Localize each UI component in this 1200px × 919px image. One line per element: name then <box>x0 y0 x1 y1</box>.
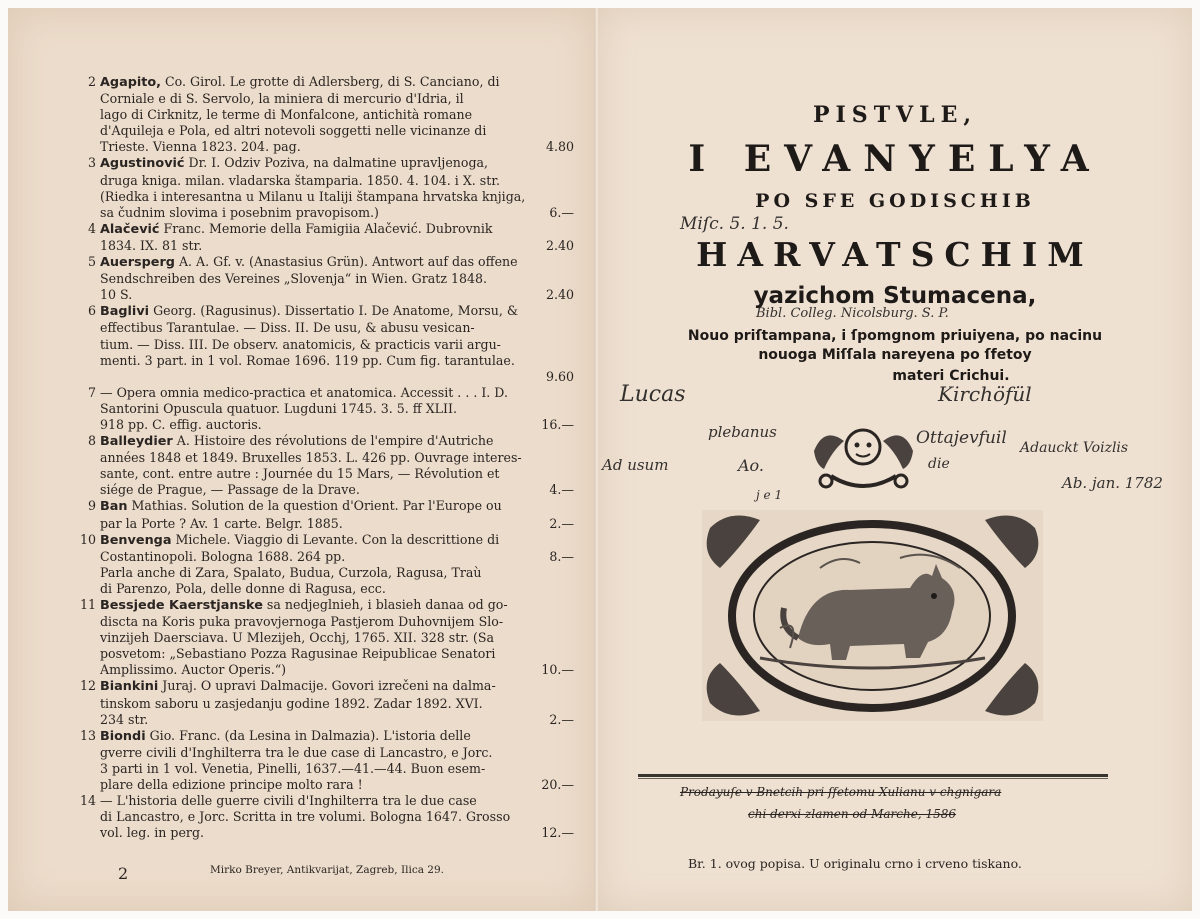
entry-line <box>100 678 576 695</box>
handwritten-surname: Kirchöfül <box>938 382 1032 406</box>
entry-author: Biondi <box>100 728 146 744</box>
title-line-6: Nouo priſtampana, i ſpomgnom priuiyena, po nacinu <box>687 328 1103 344</box>
entry-price: 4.80 <box>545 139 574 155</box>
entry-line <box>100 549 576 565</box>
entry-price: 16.— <box>541 416 574 432</box>
entry-line <box>100 696 576 712</box>
entry-author: Agapito, <box>100 75 162 90</box>
catalog-entry <box>79 727 576 793</box>
entry-text: vol. leg. in perg. <box>100 825 205 841</box>
entry-line <box>100 516 576 532</box>
entry-number: 10 <box>79 531 96 547</box>
catalog-entry <box>87 384 576 433</box>
entry-text: d'Aquileja e Pola, ed altri notevoli soggetti nelle vicinanze di <box>100 123 487 139</box>
entry-line <box>100 532 576 549</box>
entry-price: 2.— <box>549 711 574 727</box>
entry-number: 4 <box>87 220 96 236</box>
entry-text: Georg. (Ragusinus). Dissertatio I. De Anatome, Morsu, & <box>153 303 519 319</box>
entry-line <box>100 728 576 745</box>
imprint-line-1: Prodayuſe v Bnetcih pri ſfetomu Xulianu v chgnigara <box>680 785 1002 799</box>
handwritten-die: die <box>928 456 950 472</box>
title-line-3: PO SFE GODISCHIB <box>755 190 1035 212</box>
entry-line <box>100 777 576 793</box>
catalog-entry <box>87 74 576 155</box>
entry-text: Franc. Memorie della Famigiia Alačević. Dubrovnik <box>163 220 493 236</box>
title-line-4: HARVATSCHIM <box>696 235 1094 274</box>
entry-number: 13 <box>79 727 96 743</box>
entry-text: sante, cont. entre autre : Journée du 15 Mars, — Révolution et <box>100 466 500 482</box>
entry-number: 3 <box>87 155 96 171</box>
entry-text: druga kniga. milan. vladarska štamparia. 1850. 4. 104. i X. str. <box>100 172 500 188</box>
imprint-rule-thin <box>638 778 1108 779</box>
entry-author: Bessjede Kaerstjanske <box>100 598 263 613</box>
entry-text: Trieste. Vienna 1823. 204. pag. <box>100 139 301 155</box>
entry-number: 6 <box>87 303 96 319</box>
handwritten-ad-usum: Ad usum <box>602 456 669 474</box>
entry-line <box>100 74 576 91</box>
entry-price: 2.40 <box>545 287 574 303</box>
handwritten-date: Ab. jan. 1782 <box>1062 474 1163 492</box>
entry-number: 12 <box>79 678 96 694</box>
catalog-entry <box>87 303 576 384</box>
entry-text: Juraj. O upravi Dalmacije. Govori izrečeni na dalma- <box>162 678 496 694</box>
entry-text: 10 S. <box>100 287 133 303</box>
title-line-5: yazichom Stumacena, <box>753 283 1037 309</box>
entry-line <box>100 450 576 466</box>
entry-text: discta na Koris puka pravovjernoga Pastjerom Duhovnijem Slo- <box>100 614 504 630</box>
entry-line <box>100 809 576 825</box>
entry-text: par la Porte ? Av. 1 carte. Belgr. 1885. <box>100 515 343 531</box>
entry-text: sa čudnim slovima i posebnim pravopisom.) <box>100 204 379 220</box>
entry-text: Michele. Viaggio di Levante. Con la descrittione di <box>175 531 500 547</box>
entry-text: tinskom saboru u zasjedanju godine 1892. Zadar 1892. XVI. <box>100 695 483 711</box>
entry-line <box>100 189 576 205</box>
handwritten-place: Ottajevfuil <box>916 428 1007 448</box>
entry-text: 234 str. <box>100 711 149 727</box>
entry-text: sa nedjeglnieh, i blasieh danaa od go- <box>266 597 508 612</box>
entry-line <box>100 581 576 597</box>
catalog-entries <box>79 74 576 841</box>
entry-line <box>100 303 576 320</box>
entry-text: Sendschreiben des Vereines „Slovenja“ in Wien. Gratz 1848. <box>100 271 488 287</box>
entry-line <box>100 385 576 401</box>
catalog-entry <box>87 220 576 254</box>
entry-price: 8.— <box>549 548 574 564</box>
entry-line <box>100 498 576 515</box>
title-page <box>598 8 1192 911</box>
entry-text: Corniale e di S. Servolo, la miniera di mercurio d'Idria, il <box>100 91 464 107</box>
illustration-caption: Br. 1. ovog popisa. U originalu crno i crveno tiskano. <box>688 856 1022 871</box>
entry-text: Santorini Opuscula quatuor. Lugduni 1745. 3. 5. ff XLII. <box>100 400 457 416</box>
entry-text: 1834. IX. 81 str. <box>100 237 203 253</box>
handwritten-note: Adauckt Voizlis <box>1020 440 1129 456</box>
entry-author: Alačević <box>100 221 160 237</box>
entry-number: 9 <box>87 498 96 514</box>
entry-line <box>100 646 576 662</box>
entry-number: 7 <box>87 384 96 400</box>
entry-line <box>100 630 576 646</box>
entry-text: — Opera omnia medico-practica et anatomica. Accessit . . . I. D. <box>100 384 508 400</box>
entry-price: 20.— <box>541 777 574 793</box>
handwritten-plebanus: plebanus <box>708 423 777 441</box>
entry-text: Costantinopoli. Bologna 1688. 264 pp. <box>100 548 346 564</box>
entry-text: siége de Prague, — Passage de la Drave. <box>100 482 360 498</box>
publisher-footer: Mirko Breyer, Antikvarijat, Zagreb, Ilica 29. <box>210 864 444 876</box>
entry-text: (Riedka i interesantna u Milanu u Italiji štampana hrvatska knjiga, <box>100 188 526 204</box>
entry-text: 3 parti in 1 vol. Venetia, Pinelli, 1637.—41.—44. Buon esem- <box>100 760 486 776</box>
entry-author: Auersperg <box>100 255 175 271</box>
entry-line <box>100 712 576 728</box>
catalog-entry <box>79 531 576 597</box>
title-line-7: nouoga Miſſala nareyena po ſfetoy <box>758 347 1032 363</box>
entry-price: 10.— <box>541 662 574 678</box>
entry-text: effectibus Tarantulae. — Diss. II. De usu, & abusu vesican- <box>100 320 475 336</box>
entry-price: 4.— <box>549 482 574 498</box>
entry-line <box>100 238 576 254</box>
entry-line <box>100 793 576 809</box>
entry-price: 12.— <box>541 825 574 841</box>
entry-author: Agustinović <box>100 156 185 172</box>
entry-text: Parla anche di Zara, Spalato, Budua, Curzola, Ragusa, Traù <box>100 564 482 580</box>
entry-author: Baglivi <box>100 304 150 320</box>
entry-number: 11 <box>79 597 96 612</box>
catalog-entry <box>79 678 576 727</box>
entry-text: di Parenzo, Pola, delle donne di Ragusa, ecc. <box>100 580 386 596</box>
entry-number: 2 <box>87 74 96 89</box>
entry-line <box>100 287 576 303</box>
title-line-8: materi Crichui. <box>892 368 1010 384</box>
title-line-2: I EVANYELYA <box>688 138 1102 180</box>
entry-text: Dr. I. Odziv Poziva, na dalmatine upravljenoga, <box>188 155 489 171</box>
entry-text: di Lancastro, e Jorc. Scritta in tre volumi. Bologna 1647. Grosso <box>100 809 511 825</box>
entry-text: Amplissimo. Auctor Operis.“) <box>100 662 287 678</box>
entry-line <box>100 123 576 139</box>
entry-line <box>100 614 576 630</box>
woodcut-cat-emblem <box>700 508 1045 723</box>
catalog-entry <box>87 254 576 303</box>
entry-text: lago di Cirknitz, le terme di Monfalcone, antichità romane <box>100 107 473 123</box>
catalog-entry <box>87 433 576 498</box>
title-line-1: PISTVLE, <box>812 102 978 128</box>
entry-line <box>100 597 576 614</box>
entry-text: Mathias. Solution de la question d'Orient. Par l'Europe ou <box>131 498 502 514</box>
entry-number: 5 <box>87 254 96 270</box>
entry-line <box>100 155 576 172</box>
entry-price: 2.— <box>549 515 574 531</box>
entry-line <box>100 221 576 238</box>
entry-line <box>100 107 576 123</box>
entry-text: A. Histoire des révolutions de l'empire d'Autriche <box>176 433 494 449</box>
entry-line <box>100 254 576 271</box>
entry-line <box>100 433 576 450</box>
entry-line <box>100 825 576 841</box>
handwritten-shelfmark: Miſc. 5. 1. 5. <box>680 214 789 234</box>
entry-line <box>100 91 576 107</box>
handwritten-marks: j e 1 <box>756 488 783 502</box>
handwritten-anno: Ao. <box>738 456 764 475</box>
entry-line <box>100 565 576 581</box>
entry-text: plare della edizione principe molto rara ! <box>100 777 363 793</box>
entry-line <box>100 205 576 221</box>
entry-text: posvetom: „Sebastiano Pozza Ragusinae Reipublicae Senatori <box>100 646 496 662</box>
imprint-line-2: chi derxi zlamen od Marche, 1586 <box>748 807 956 821</box>
entry-text: Gio. Franc. (da Lesina in Dalmazia). L'istoria delle <box>149 727 471 743</box>
entry-text: vinzijeh Daersciava. U Mlezijeh, Occhj, 1765. XII. 328 str. (Sa <box>100 630 494 646</box>
entry-text: gverre civili d'Inghilterra tra le due case di Lancastro, e Jorc. <box>100 744 493 760</box>
entry-line <box>100 369 576 385</box>
entry-text: 918 pp. C. effig. auctoris. <box>100 416 262 432</box>
catalog-entry <box>87 155 576 220</box>
entry-text: tium. — Diss. III. De observ. anatomicis, & practicis varii argu- <box>100 336 501 352</box>
entry-line <box>100 139 576 155</box>
entry-text: années 1848 et 1849. Bruxelles 1853. L. 426 pp. Ouvrage interes- <box>100 450 522 466</box>
entry-author: Biankini <box>100 679 159 695</box>
entry-price: 9.60 <box>545 368 574 384</box>
entry-price: 6.— <box>549 204 574 220</box>
entry-number: 14 <box>79 793 96 809</box>
entry-line <box>100 745 576 761</box>
cherub-ornament <box>806 421 921 496</box>
entry-price: 2.40 <box>545 237 574 253</box>
entry-line <box>100 173 576 189</box>
entry-author: Balleydier <box>100 434 173 450</box>
entry-line <box>100 271 576 287</box>
entry-line <box>100 482 576 498</box>
catalog-entry <box>79 597 576 678</box>
entry-text: Co. Girol. Le grotte di Adlersberg, di S. Canciano, di <box>165 74 500 89</box>
entry-text: — L'historia delle guerre civili d'Inghilterra tra le due case <box>100 793 477 809</box>
entry-author: Ban <box>100 499 128 515</box>
entry-line <box>100 353 576 369</box>
entry-line <box>100 320 576 336</box>
entry-number: 8 <box>87 433 96 449</box>
entry-line <box>100 761 576 777</box>
entry-line <box>100 401 576 417</box>
entry-text: A. A. Gf. v. (Anastasius Grün). Antwort auf das offene <box>178 254 518 270</box>
entry-line <box>100 466 576 482</box>
catalog-entry <box>87 498 576 531</box>
catalog-entry <box>79 793 576 841</box>
entry-line <box>100 337 576 353</box>
entry-text: menti. 3 part. in 1 vol. Romae 1696. 119 pp. Cum fig. tarantulae. <box>100 352 515 368</box>
entry-line <box>100 417 576 433</box>
catalog-page <box>8 8 595 911</box>
page-number: 2 <box>118 864 129 883</box>
handwritten-name: Lucas <box>620 382 686 407</box>
entry-line <box>100 662 576 678</box>
imprint-rule <box>638 774 1108 777</box>
entry-author: Benvenga <box>100 532 172 548</box>
handwritten-library-note: Bibl. Colleg. Nicolsburg. S. P. <box>756 306 949 321</box>
